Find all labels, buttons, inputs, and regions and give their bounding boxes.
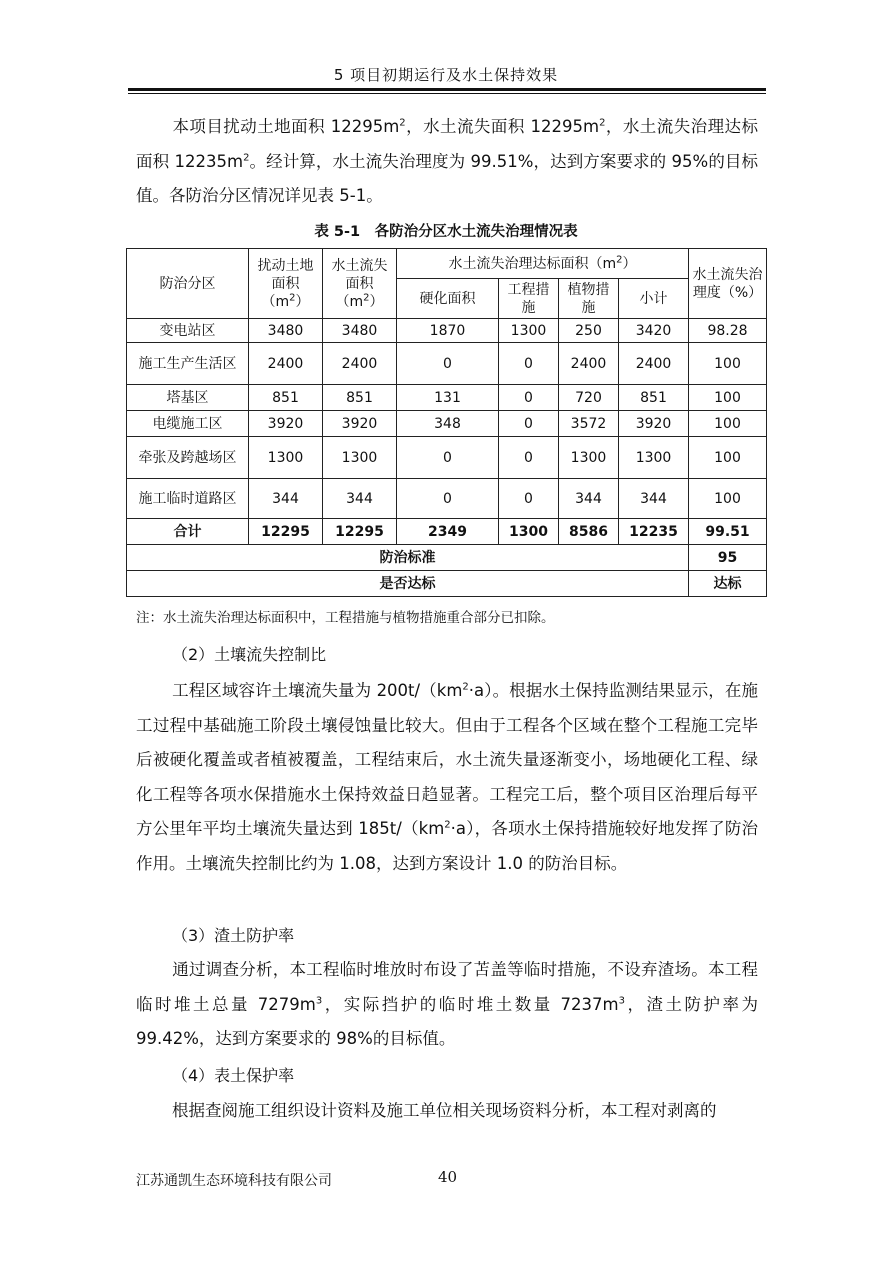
header-disturbed-area: 扰动土地面积$(m^2)$ bbox=[249, 249, 323, 319]
table-row: 变电站区 3480 3480 1870 1300 250 3420 98.28 bbox=[127, 319, 767, 343]
table-row: 牵张及跨越场区 1300 1300 0 0 1300 1300 100 bbox=[127, 437, 767, 479]
header-zone: 防治分区 bbox=[127, 249, 249, 319]
table-caption: 表 5-1 各防治分区水土流失治理情况表 bbox=[314, 224, 578, 240]
section-heading-topsoil: （4）表土保护率 bbox=[172, 1066, 295, 1085]
paragraph-spoil: 通过调查分析，本工程临时堆放时布设了苫盖等临时措施，不设弃渣场。本工程临时堆土总量 $7279m^3$，实际挡护的临时堆土数量 $7237m^3$，渣土防护率为 99.42%，达到方案要求的 98%的目标值。 bbox=[136, 960, 759, 1048]
table-total-row: 合计 12295 12295 2349 1300 8586 12235 99.51 bbox=[127, 519, 767, 545]
paragraph-soil-loss: 工程区域容许土壤流失量为 $200t/(km^2\cdot a)$。根据水土保持监测结果显示，在施工过程中基础施工阶段土壤侵蚀量比较大。但由于工程各个区域在整个工程施工完毕后被硬化覆盖或者植被覆盖，工程结束后，水土流失量逐渐变小，场地硬化工程、绿化工程等各项水保措施水土保持效益日趋显著。工程完工后，整个项目区治理后每平方公里年平均土壤流失量达到 $185t/(km^2\cdot a)$，各项水土保持措施较好地发挥了防治作用。土壤流失控制比约为 1.08，达到方案设计 1.0 的防治目标。 bbox=[136, 681, 758, 873]
section-heading-spoil: （3）渣土防护率 bbox=[172, 926, 295, 945]
header-vegetation: 植物措施 bbox=[559, 279, 619, 319]
header-hard-area: 硬化面积 bbox=[397, 279, 499, 319]
header-treated-area: 水土流失治理达标面积$(m^2)$ bbox=[397, 249, 689, 279]
page-number: 40 bbox=[438, 1168, 458, 1186]
table-reached-row: 是否达标 达标 bbox=[127, 571, 767, 597]
footer-company: 江苏通凯生态环境科技有限公司 bbox=[136, 1173, 332, 1189]
table-row: 电缆施工区 3920 3920 348 0 3572 3920 100 bbox=[127, 411, 767, 437]
header-loss-area: 水土流失面积$(m^2)$ bbox=[323, 249, 397, 319]
table-row: 塔基区 851 851 131 0 720 851 100 bbox=[127, 385, 767, 411]
header-treatment-rate: 水土流失治理度（%） bbox=[689, 249, 767, 319]
running-header: 5 项目初期运行及水土保持效果 bbox=[333, 66, 559, 84]
paragraph-governance-rate: 本项目扰动土地面积 $12295m^2$，水土流失面积 $12295m^2$，水土流失治理达标面积 $12235m^2$。经计算，水土流失治理度为 99.51%，达到方案要求的 95%的目标值。各防治分区情况详见表 5-1。 bbox=[136, 117, 759, 205]
header-engineering: 工程措施 bbox=[499, 279, 559, 319]
governance-table bbox=[126, 248, 767, 597]
table-standard-row: 防治标准 95 bbox=[127, 545, 767, 571]
table-note: 注：水土流失治理达标面积中，工程措施与植物措施重合部分已扣除。 bbox=[136, 610, 555, 626]
table-row: 施工临时道路区 344 344 0 0 344 344 100 bbox=[127, 479, 767, 519]
header-rule-thin bbox=[128, 93, 766, 94]
header-subtotal: 小计 bbox=[619, 279, 689, 319]
section-heading-soil-loss: （2）土壤流失控制比 bbox=[172, 645, 327, 664]
table-row: 施工生产生活区 2400 2400 0 0 2400 2400 100 bbox=[127, 343, 767, 385]
header-rule-thick bbox=[128, 88, 766, 91]
paragraph-topsoil: 根据查阅施工组织设计资料及施工单位相关现场资料分析，本工程对剥离的 bbox=[172, 1101, 717, 1120]
